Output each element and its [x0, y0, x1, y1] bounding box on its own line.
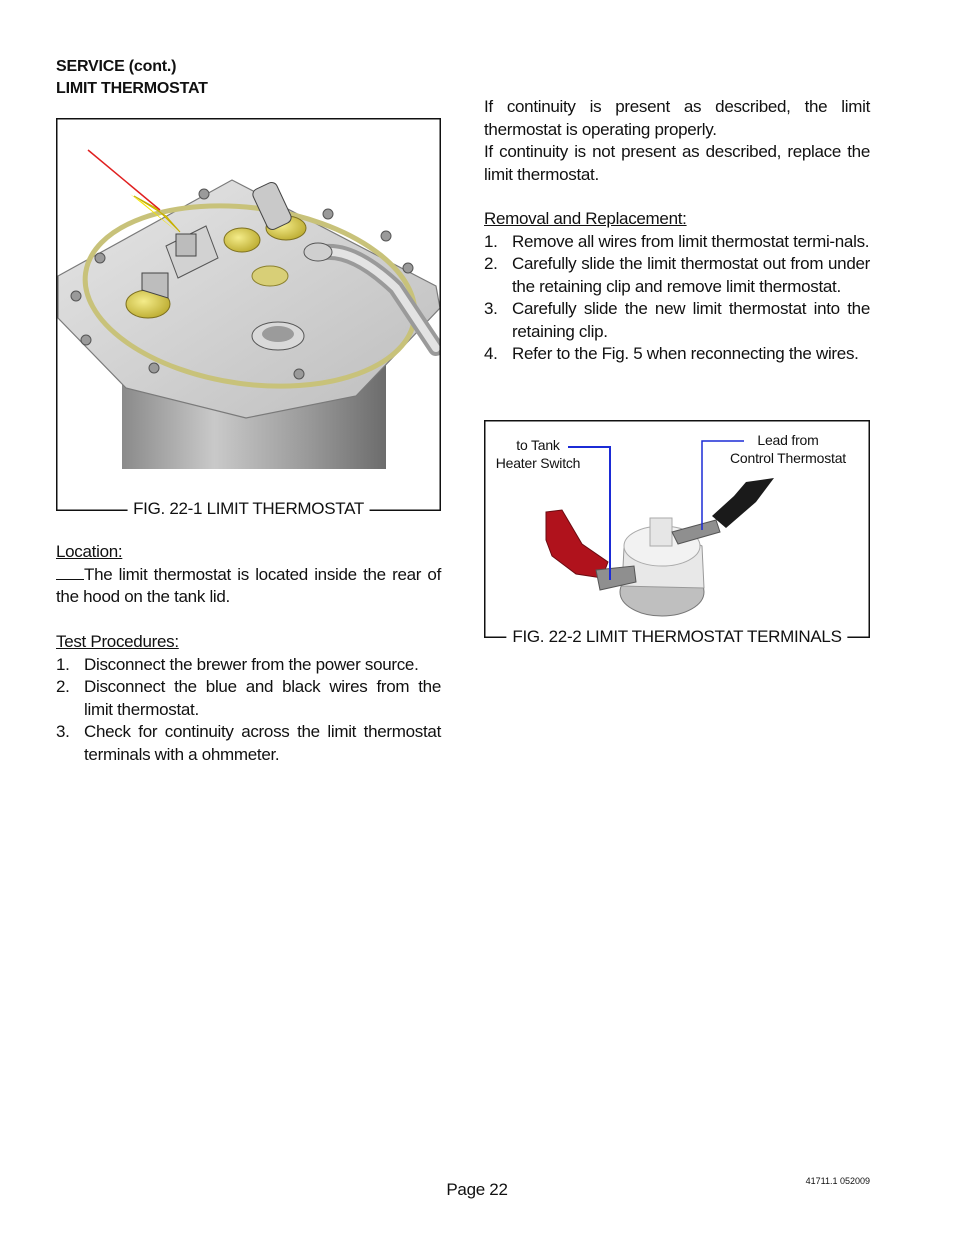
list-item: 2. Disconnect the blue and black wires from the limit thermostat. [56, 677, 441, 719]
document-number: 41711.1 052009 [805, 1176, 870, 1186]
list-item: 1. Remove all wires from limit thermostat termi-nals. [484, 231, 870, 251]
figure-caption: FIG. 22-2 LIMIT THERMOSTAT TERMINALS [506, 627, 847, 647]
test-procedures-heading: Test Procedures: [56, 632, 179, 651]
tank-lid-illustration [56, 118, 441, 511]
list-item: 4. Refer to the Fig. 5 when reconnecting the wires. [484, 344, 859, 363]
test-procedures-section [56, 631, 441, 766]
label-lead-from-control-thermostat: Lead from Control Thermostat [730, 432, 846, 466]
figure-thermostat-terminals [484, 420, 870, 646]
figure-limit-thermostat [56, 118, 441, 518]
removal-section [484, 208, 870, 366]
list-item: 3. Check for continuity across the limit thermostat terminals with a ohmmeter. [56, 722, 441, 764]
location-section [56, 541, 441, 609]
list-item: 3. Carefully slide the new limit thermostat into the retaining clip. [484, 299, 870, 341]
list-item: 2. Carefully slide the limit thermostat out from under the retaining clip and remove limit thermostat. [484, 254, 870, 296]
page-number: Page 22 [446, 1180, 508, 1199]
continuity-results [484, 96, 870, 186]
continuity-present-text: If continuity is present as described, the limit thermostat is operating properly. [484, 97, 870, 139]
service-heading: SERVICE (cont.) [56, 58, 177, 75]
continuity-absent-text: If continuity is not present as described, replace the limit thermostat. [484, 142, 870, 184]
location-text: The limit thermostat is located inside the rear of the hood on the tank lid. [56, 564, 441, 606]
label-to-tank-heater-switch: to Tank Heater Switch [495, 437, 581, 471]
section-title: LIMIT THERMOSTAT [56, 80, 208, 97]
figure-caption: FIG. 22-1 LIMIT THERMOSTAT [127, 499, 370, 519]
removal-heading: Removal and Replacement: [484, 209, 687, 228]
section-header [56, 56, 208, 100]
location-heading: Location: [56, 542, 123, 561]
indent-line [56, 565, 84, 580]
list-item: 1. Disconnect the brewer from the power source. [56, 654, 419, 674]
